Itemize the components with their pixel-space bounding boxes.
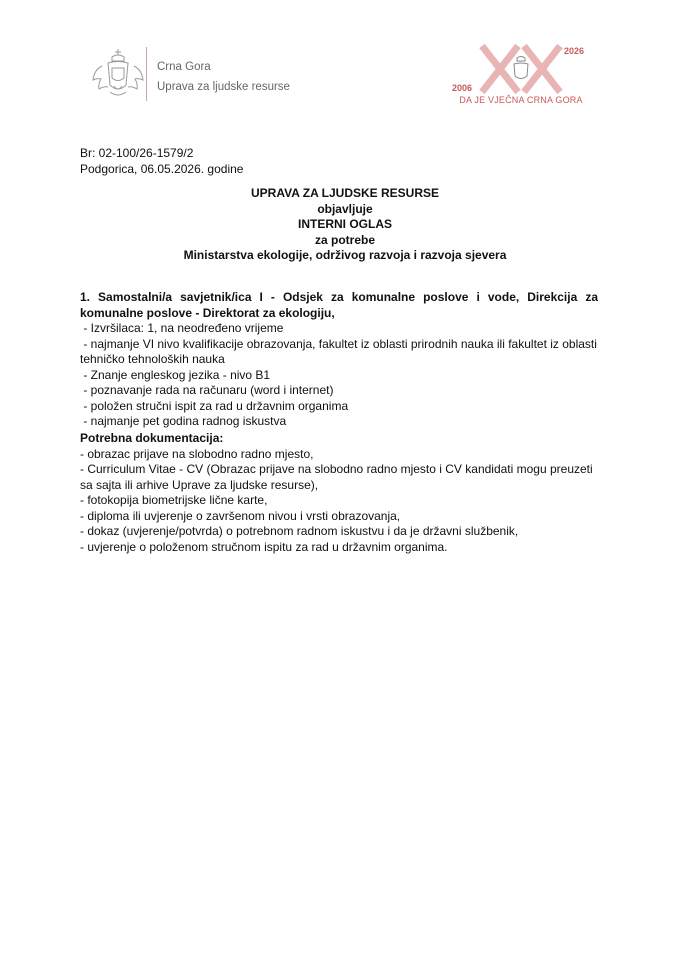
ministry-name: Ministarstva ekologije, održivog razvoja i razvoja sjevera	[183, 248, 507, 262]
document-meta	[80, 145, 243, 177]
requirement-item: - položen stručni ispit za rad u državnim organima	[80, 398, 349, 413]
reference-number: Br: 02-100/26-1579/2	[80, 146, 194, 160]
announcement-for: za potrebe	[314, 232, 375, 247]
documentation-list	[80, 447, 598, 556]
documentation-item: - diploma ili uvjerenje o završenom nivou i vrsti obrazovanja,	[80, 508, 401, 523]
header-divider	[146, 47, 147, 101]
org-agency: Uprava za ljudske resurse	[157, 81, 290, 93]
documentation-item: - dokaz (uvjerenje/potvrda) o potrebnom radnom iskustvu i da je državni službenik,	[80, 524, 519, 538]
org-country: Crna Gora	[157, 61, 211, 73]
announcement-type: INTERNI OGLAS	[297, 217, 392, 231]
announcement-verb: objavljuje	[317, 201, 373, 216]
anniversary-year-start: 2006	[452, 83, 473, 93]
documentation-title: Potrebna dokumentacija:	[80, 431, 224, 445]
documentation-section	[80, 431, 598, 555]
position-section	[80, 290, 601, 430]
anniversary-year-end: 2026	[564, 46, 585, 56]
anniversary-caption: DA JE VJEČNA CRNA GORA	[459, 95, 583, 105]
documentation-item: - obrazac prijave na slobodno radno mjesto,	[80, 446, 314, 461]
documentation-item: - fotokopija biometrijske lične karte,	[80, 493, 268, 507]
requirement-item: - najmanje pet godina radnog iskustva	[80, 414, 287, 428]
position-title: 1. Samostalni/a savjetnik/ica I - Odsjek za komunalne poslove i vode, Direkcija za komunalne poslove - Direktorat za ekologiju,	[80, 290, 598, 320]
documentation-item: - uvjerenje o položenom stručnom ispitu za rad u državnim organima.	[80, 539, 448, 554]
place-date: Podgorica, 06.05.2026. godine	[80, 162, 244, 176]
documentation-item: - Curriculum Vitae - CV (Obrazac prijave na slobodno radno mjesto i CV kandidati mogu preuzeti sa sajta ili arhive Uprave za ljudske resurse),	[80, 462, 593, 492]
requirement-item: - Izvršilaca: 1, na neodređeno vrijeme	[80, 321, 284, 335]
requirement-item: - najmanje VI nivo kvalifikacije obrazovanja, fakultet iz oblasti prirodnih nauka ili fakultet iz oblasti tehničko tehnoloških nauka	[80, 336, 601, 366]
requirement-item: - poznavanje rada na računaru (word i internet)	[80, 383, 334, 397]
requirement-item: - Znanje engleskog jezika - nivo B1	[80, 367, 271, 382]
announcement-heading	[80, 186, 610, 264]
coat-of-arms-icon	[88, 48, 148, 100]
requirements-list	[80, 321, 601, 430]
issuer: UPRAVA ZA LJUDSKE RESURSE	[250, 186, 440, 200]
organization-name	[157, 57, 290, 97]
